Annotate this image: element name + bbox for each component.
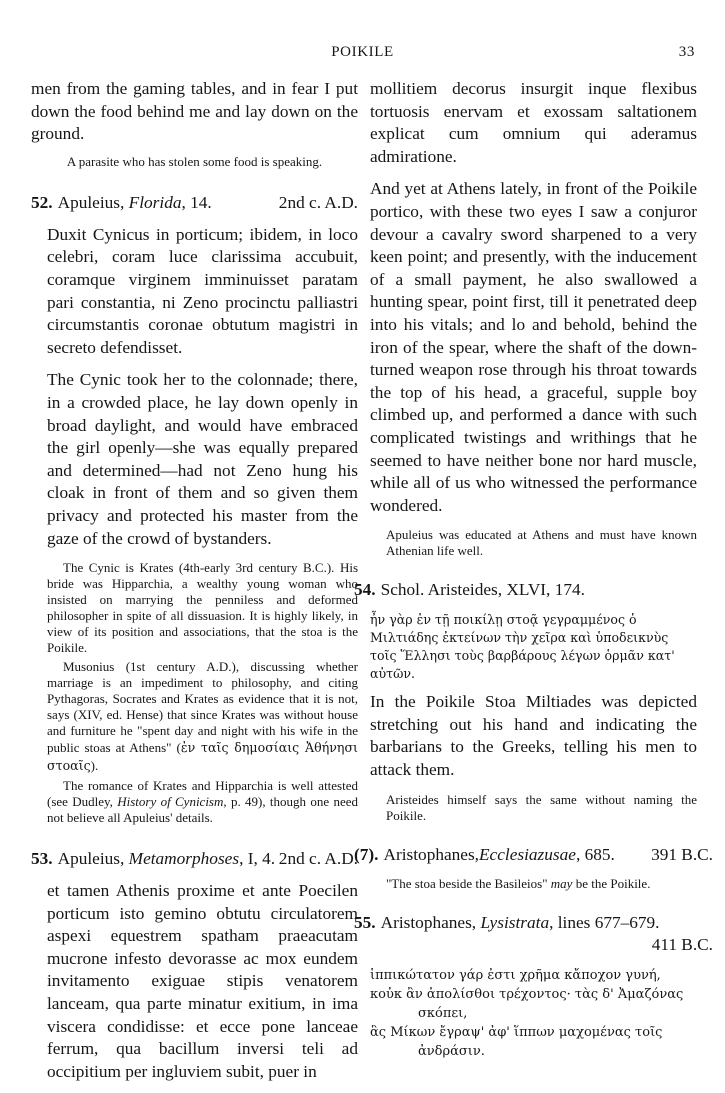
verse-line-continued: ἀνδράσιν. bbox=[418, 1043, 485, 1059]
entry-date: 2nd c. A.D. bbox=[278, 849, 358, 869]
commentary-note: Aristeides himself says the same without naming the Poikile. bbox=[386, 791, 697, 823]
english-translation: And yet at Athens lately, in front of the Poikile portico, with these two eyes I saw a conjuror devour a cavalry sword sharpened to a very keen point; and presently, with the inducement of a small payment, he also swallowed a hunting spear, point first, till it penetrated deep into his vitals; and lo and behold, behind the iron of the spear, where the shaft of the down-turned weapon rose through his throat towards the top of his head, a graceful, supple boy climbed up, and performed a dance with such complicated twistings and writhings that he seemed to have neither bone nor hard muscle, while all of us who witnessed the performance wondered. bbox=[370, 179, 697, 515]
english-translation: The Cynic took her to the colonnade; there, in a crowded place, he lay down openly in broad daylight, and would have embraced the girl openly—she was equally prepared and determined—had not Zeno hung his cloak in front of them and so given them privacy and protected his master from the gaze of the crowd of bystanders. bbox=[47, 370, 358, 548]
verse-line: κοὐκ ἂν ἀπολίσθοι τρέχοντος· τὰς δ' Ἀμαζόνας bbox=[370, 986, 684, 1002]
entry-locus: , I, 4. bbox=[239, 849, 276, 869]
entry-52-body bbox=[31, 224, 358, 826]
entry-54-heading bbox=[354, 579, 697, 601]
greek-verse bbox=[370, 966, 697, 1061]
entry-number: 54. bbox=[354, 580, 376, 600]
entry-number: 55. bbox=[354, 912, 376, 932]
entry-source: Schol. Aristeides, XLVI, 174. bbox=[380, 580, 585, 600]
commentary-note: Apuleius was educated at Athens and must have known Athenian life well. bbox=[386, 527, 697, 559]
commentary-note: Musonius (1st century A.D.), discussing whether marriage is an impediment to philosophy, and citing Pythagoras, Socrates and Krates as evidence that it is not, says (XIV, ed. Hense) that since Krates was without house and furniture he "spent day and night with his wife in the public stoas at Athens" (ἐν ταῖς δημοσίαις Ἀθήνησι στοαῖς). bbox=[47, 659, 358, 774]
entry-55-heading bbox=[354, 912, 713, 956]
entry-7-heading bbox=[354, 844, 713, 866]
right-column bbox=[354, 78, 713, 1061]
entry-53-heading bbox=[31, 848, 358, 870]
verse-line: ἃς Μίκων ἔγραψ' ἀφ' ἵππων μαχομένας τοῖς bbox=[370, 1024, 663, 1040]
latin-continued: mollitiem decorus insurgit inque flexibus tortuosis enervam et exossam saltationem explicat cum omnium qui aderamus admiratione. bbox=[370, 79, 697, 166]
running-title: POIKILE bbox=[331, 44, 394, 60]
entry-date: 2nd c. A.D. bbox=[278, 192, 358, 212]
entry-number: 53. bbox=[31, 849, 53, 869]
verse-line-continued: σκόπει, bbox=[418, 1005, 468, 1021]
entry-locus: , 685. bbox=[575, 844, 615, 864]
page-number: 33 bbox=[678, 44, 695, 60]
latin-text: et tamen Athenis proxime et ante Poecilen porticum isto gemino obtutu circulatorem aspexi equestrem spatham praeacutam mucrone infesto devorasse ac mox eundem invitamento exiguae stipis venatorem lanceam, qua parte minatur exitium, in ima viscera condidisse: et ecce pone lanceae ferrum, qua bacillum inversi teli ad occipitium per ingluviem subit, puer in bbox=[47, 881, 358, 1081]
commentary-note: The Cynic is Krates (4th-early 3rd century B.C.). His bride was Hipparchia, a wealthy young woman who insisted on marrying the penniless and deformed philosopher in spite of all dissuasion. It is highly likely, in view of its position and associations, that the stoa is the Poikile. bbox=[47, 560, 358, 656]
verse-line: ἱππικώτατον γάρ ἐστι χρῆμα κἄποχον γυνή, bbox=[370, 967, 661, 983]
entry-number: 52. bbox=[31, 192, 53, 212]
entry-date: 411 B.C. bbox=[651, 934, 713, 954]
entry-number: (7). bbox=[354, 844, 379, 864]
entry-work: Ecclesiazusae bbox=[479, 844, 576, 864]
entry-author: Aristophanes, bbox=[380, 912, 477, 932]
commentary-note: The romance of Krates and Hipparchia is well attested (see Dudley, History of Cynicism, p. 49), though one need not believe all Apuleius' details. bbox=[47, 778, 358, 826]
entry-locus: , lines 677–679. bbox=[549, 912, 660, 932]
commentary bbox=[47, 560, 358, 826]
entry-locus: , 14. bbox=[181, 192, 212, 212]
entry-author: Aristophanes, bbox=[383, 844, 479, 864]
entry-author: Apuleius, bbox=[57, 192, 125, 212]
greek-quote: ἐν ταῖς δημοσίαις Ἀθήνησι στοαῖς bbox=[47, 740, 358, 774]
cited-work: History of Cynicism bbox=[117, 794, 224, 810]
context-note: A parasite who has stolen some food is speaking. bbox=[66, 153, 323, 169]
greek-text: ἦν γὰρ ἐν τῇ ποικίλῃ στοᾷ γεγραμμένος ὁ Μιλτιάδης ἐκτείνων τὴν χεῖρα καὶ ὑποδεικνὺς τοῖς Ἕλλησι τοὺς βαρβάρους λέγων ὁρμᾶν κατ' αὐτῶν. bbox=[370, 612, 675, 682]
entry-52-heading bbox=[31, 192, 358, 214]
entry-work: Metamorphoses bbox=[128, 849, 240, 869]
running-head bbox=[0, 44, 725, 66]
entry-date: 391 B.C. bbox=[651, 844, 713, 864]
left-column bbox=[31, 78, 358, 1093]
entry-work: Lysistrata bbox=[480, 912, 550, 932]
entry-53-body bbox=[31, 880, 358, 1083]
continued-text: men from the gaming tables, and in fear I put down the food behind me and lay down on the ground. bbox=[31, 79, 358, 144]
latin-text: Duxit Cynicus in porticum; ibidem, in loco celebri, coram luce clarissima accubuit, coramque virginem imminuisset paratam pari constantia, ni Zeno procinctu palliastri circumstantis coronae obtutum magistri in secreto defendisset. bbox=[47, 224, 358, 357]
english-translation: In the Poikile Stoa Miltiades was depicted stretching out his hand and indicating the barbarians to the Greeks, telling his men to attack them. bbox=[370, 692, 697, 780]
entry-work: Florida bbox=[128, 192, 182, 212]
commentary-note: "The stoa beside the Basileios" may be the Poikile. bbox=[386, 875, 651, 891]
entry-author: Apuleius, bbox=[57, 849, 125, 869]
